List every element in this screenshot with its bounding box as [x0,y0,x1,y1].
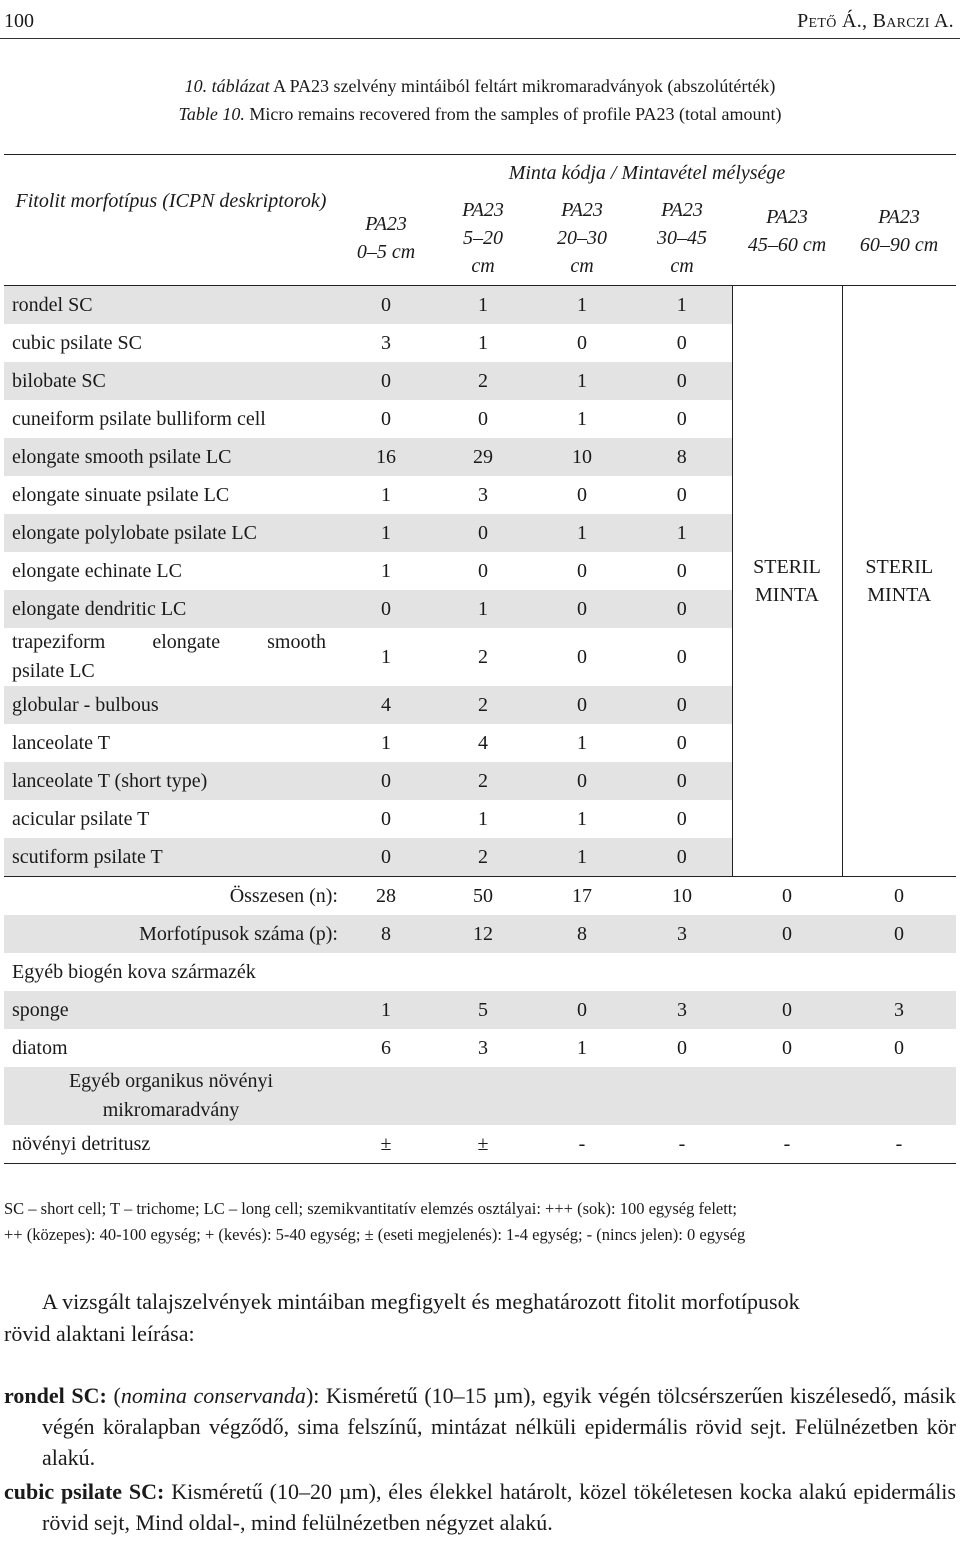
cell: 1 [577,807,587,830]
col-code: PA23 [878,206,920,228]
table-footnote [4,1196,956,1248]
cell: - [578,1132,586,1155]
cell: 1 [381,483,391,506]
col-depth: 60–90 cm [859,234,939,256]
col-depth: 20–30 [557,227,607,249]
row-label: elongate sinuate psilate LC [12,483,230,506]
intro-line2: rövid alaktani leírása: [4,1321,195,1346]
steril-cell-60-90 [842,286,956,877]
cell: 29 [434,438,532,476]
cell: 1 [577,731,587,754]
cell: 0 [577,331,587,354]
row-header [4,155,338,286]
steril-label: STERIL MINTA [753,556,821,606]
table-row [4,991,956,1029]
cell: 0 [894,1036,904,1059]
col-unit: cm [471,255,495,277]
cell: 0 [577,559,587,582]
definitions [4,1380,956,1541]
cell: 0 [632,362,732,400]
cell: 28 [376,884,396,907]
footnote-line1: SC – short cell; T – trichome; LC – long cell; szemikvantitatív elemzés osztályai: +++ (sok): 100 egység felett; [4,1199,737,1218]
row-label [4,628,338,686]
col-code: PA23 [365,213,407,235]
cell: 3 [842,991,956,1029]
cell: 0 [676,731,687,754]
col-code: PA23 [462,199,504,221]
cell: 1 [434,590,532,628]
cell: 0 [381,407,391,430]
cell: 0 [676,331,687,354]
col-header-1 [338,191,434,286]
cell: 1 [381,731,391,754]
caption-hu-text: A PA23 szelvény mintáiból feltárt mikromaradványok (abszolútérték) [269,76,776,96]
cell: - [783,1132,791,1155]
header-rule [0,38,960,39]
steril-label: STERIL MINTA [865,556,934,606]
cell: 0 [338,762,434,800]
col-depth: 45–60 cm [747,234,827,256]
cell: 0 [842,915,956,953]
row-label: elongate polylobate psilate LC [4,514,338,552]
cell: ± [477,1132,489,1155]
cell: 0 [338,362,434,400]
cell: 3 [632,915,732,953]
cell: 1 [338,991,434,1029]
total-row [4,877,956,916]
cell: 0 [732,915,842,953]
cell: 8 [532,915,632,953]
group-header [338,155,956,192]
cell: 0 [381,807,391,830]
cell: 10 [532,438,632,476]
cell: 2 [434,362,532,400]
caption-hu-label: 10. táblázat [184,76,270,96]
definition-text: Kisméretű (10–20 µm), éles élekkel határolt, közel tökéletesen kocka alakú epidermális rövid sejt, Mind oldal-, mind felülnézetben négyzet alakú. [42,1479,956,1535]
row-label: elongate dendritic LC [4,590,338,628]
cell: 0 [577,483,587,506]
other-org-header [4,1067,338,1125]
cell: 0 [338,590,434,628]
cell: 1 [338,514,434,552]
definition-pre: ( [106,1383,121,1408]
col-header-4 [632,191,732,286]
total-label: Összesen (n): [229,884,338,907]
col-depth: 30–45 [657,227,707,249]
row-label: cuneiform psilate bulliform cell [12,407,266,430]
table-caption-hu [0,76,960,97]
definition-term: cubic psilate SC: [4,1479,165,1504]
cell: 0 [478,407,488,430]
definition-rondel [4,1380,956,1473]
cell: 0 [782,884,792,907]
definition-cubic [4,1476,956,1538]
micro-remains-table [4,154,956,1164]
col-header-2 [434,191,532,286]
morphotype-count-row [4,915,956,953]
cell: 1 [478,331,488,354]
cell: 1 [632,514,732,552]
caption-en-text: Micro remains recovered from the samples of profile PA23 (total amount) [244,104,782,124]
other-org-header-line1: Egyéb organikus növényi [68,1070,274,1092]
cell: 0 [632,762,732,800]
col-header-6 [842,191,956,286]
col-header-5 [732,191,842,286]
cell: 6 [381,1036,391,1059]
cell: 0 [338,286,434,325]
caption-en-label: Table 10. [178,104,245,124]
morph-label: Morfotípusok száma (p): [4,915,338,953]
section-header-row [4,1067,956,1125]
col-code: PA23 [766,206,808,228]
table-row [4,1125,956,1164]
cell: 1 [532,838,632,877]
col-code: PA23 [561,199,603,221]
cell: 2 [478,645,488,668]
table-row [4,286,956,325]
col-depth: 5–20 [463,227,503,249]
cell: 0 [732,991,842,1029]
cell: - [895,1132,903,1155]
cell: 0 [676,807,687,830]
cell: 0 [632,590,732,628]
intro-paragraph [4,1286,956,1350]
steril-cell-45-60 [732,286,842,877]
cell: 2 [434,838,532,877]
col-unit: cm [670,255,694,277]
cell: 0 [577,645,587,668]
row-label: globular - bulbous [4,686,338,724]
cell: 1 [632,286,732,325]
row-label-line2: psilate LC [12,660,95,682]
row-label: scutiform psilate T [4,838,338,877]
other-bio-header: Egyéb biogén kova származék [12,960,256,983]
cell: 2 [434,762,532,800]
cell: 50 [473,884,493,907]
cell: 0 [532,590,632,628]
cell: 1 [532,286,632,325]
definition-text: ): Kisméretű (10–15 µm), egyik végén tölcsérszerűen kiszélesedő, másik végén köralapban végződő, sima felszínű, mintázat nélküli epidermális rövid sejt. Felülnézetben kör alakú. [42,1383,956,1470]
cell: 0 [532,991,632,1029]
cell: 5 [434,991,532,1029]
col-depth: 0–5 cm [356,241,416,263]
other-org-header-line2: mikromaradvány [102,1099,240,1121]
row-label: diatom [12,1036,68,1059]
col-code: PA23 [661,199,703,221]
running-authors: Pető Á., Barczi A. [797,10,954,32]
cell: 0 [894,884,904,907]
cell: 3 [632,991,732,1029]
cell: 1 [434,286,532,325]
page-header [4,10,956,34]
section-header-row [4,953,956,991]
cell: ± [380,1132,392,1155]
row-label-line1: trapeziform elongate smooth [12,631,326,653]
cell: 1 [577,1036,587,1059]
cell: 8 [632,438,732,476]
row-label: elongate echinate LC [12,559,182,582]
cell: - [678,1132,686,1155]
row-label: lanceolate T [12,731,110,754]
cell: 0 [676,483,687,506]
cell: 3 [478,1036,488,1059]
cell: 8 [338,915,434,953]
cell: 0 [338,838,434,877]
cell: 4 [478,731,488,754]
cell: 0 [478,559,488,582]
cell: 1 [532,514,632,552]
cell: 16 [338,438,434,476]
cell: 17 [572,884,592,907]
row-label: rondel SC [4,286,338,325]
cell: 10 [672,884,692,907]
cell: 0 [632,686,732,724]
cell: 12 [434,915,532,953]
cell: 0 [782,1036,792,1059]
cell: 1 [577,407,587,430]
cell: 0 [632,838,732,877]
cell: 3 [478,483,488,506]
cell: 4 [338,686,434,724]
cell: 0 [677,1036,687,1059]
col-unit: cm [570,255,594,277]
row-label: elongate smooth psilate LC [4,438,338,476]
footnote-line2: ++ (közepes): 40-100 egység; + (kevés): 5-40 egység; ± (eseti megjelenés): 1-4 egység; - (nincs jelen): 0 egység [4,1225,746,1244]
cell: 3 [381,331,391,354]
cell: 1 [478,807,488,830]
cell: 0 [676,645,687,668]
cell: 0 [532,762,632,800]
col-header-3 [532,191,632,286]
row-label: cubic psilate SC [12,331,142,354]
cell: 1 [381,645,391,668]
row-label: lanceolate T (short type) [4,762,338,800]
group-header-text: Minta kódja / Mintavétel mélysége [508,162,786,184]
cell: 2 [434,686,532,724]
definition-term: rondel SC: [4,1383,107,1408]
cell: 0 [532,686,632,724]
row-label: növényi detritusz [12,1132,151,1155]
cell: 0 [676,407,687,430]
page-number: 100 [4,10,34,32]
row-label: sponge [4,991,338,1029]
cell: 0 [676,559,687,582]
cell: 0 [434,514,532,552]
row-label: acicular psilate T [12,807,150,830]
row-header-text: Fitolit morfotípus (ICPN deskriptorok) [15,190,327,212]
table-caption-en [0,104,960,125]
cell: 1 [532,362,632,400]
definition-italic: nomina conservanda [120,1383,306,1408]
cell: 1 [381,559,391,582]
row-label: bilobate SC [4,362,338,400]
intro-line1: A vizsgált talajszelvények mintáiban megfigyelt és meghatározott fitolit morfotípusok [42,1289,800,1314]
table-row [4,1029,956,1067]
